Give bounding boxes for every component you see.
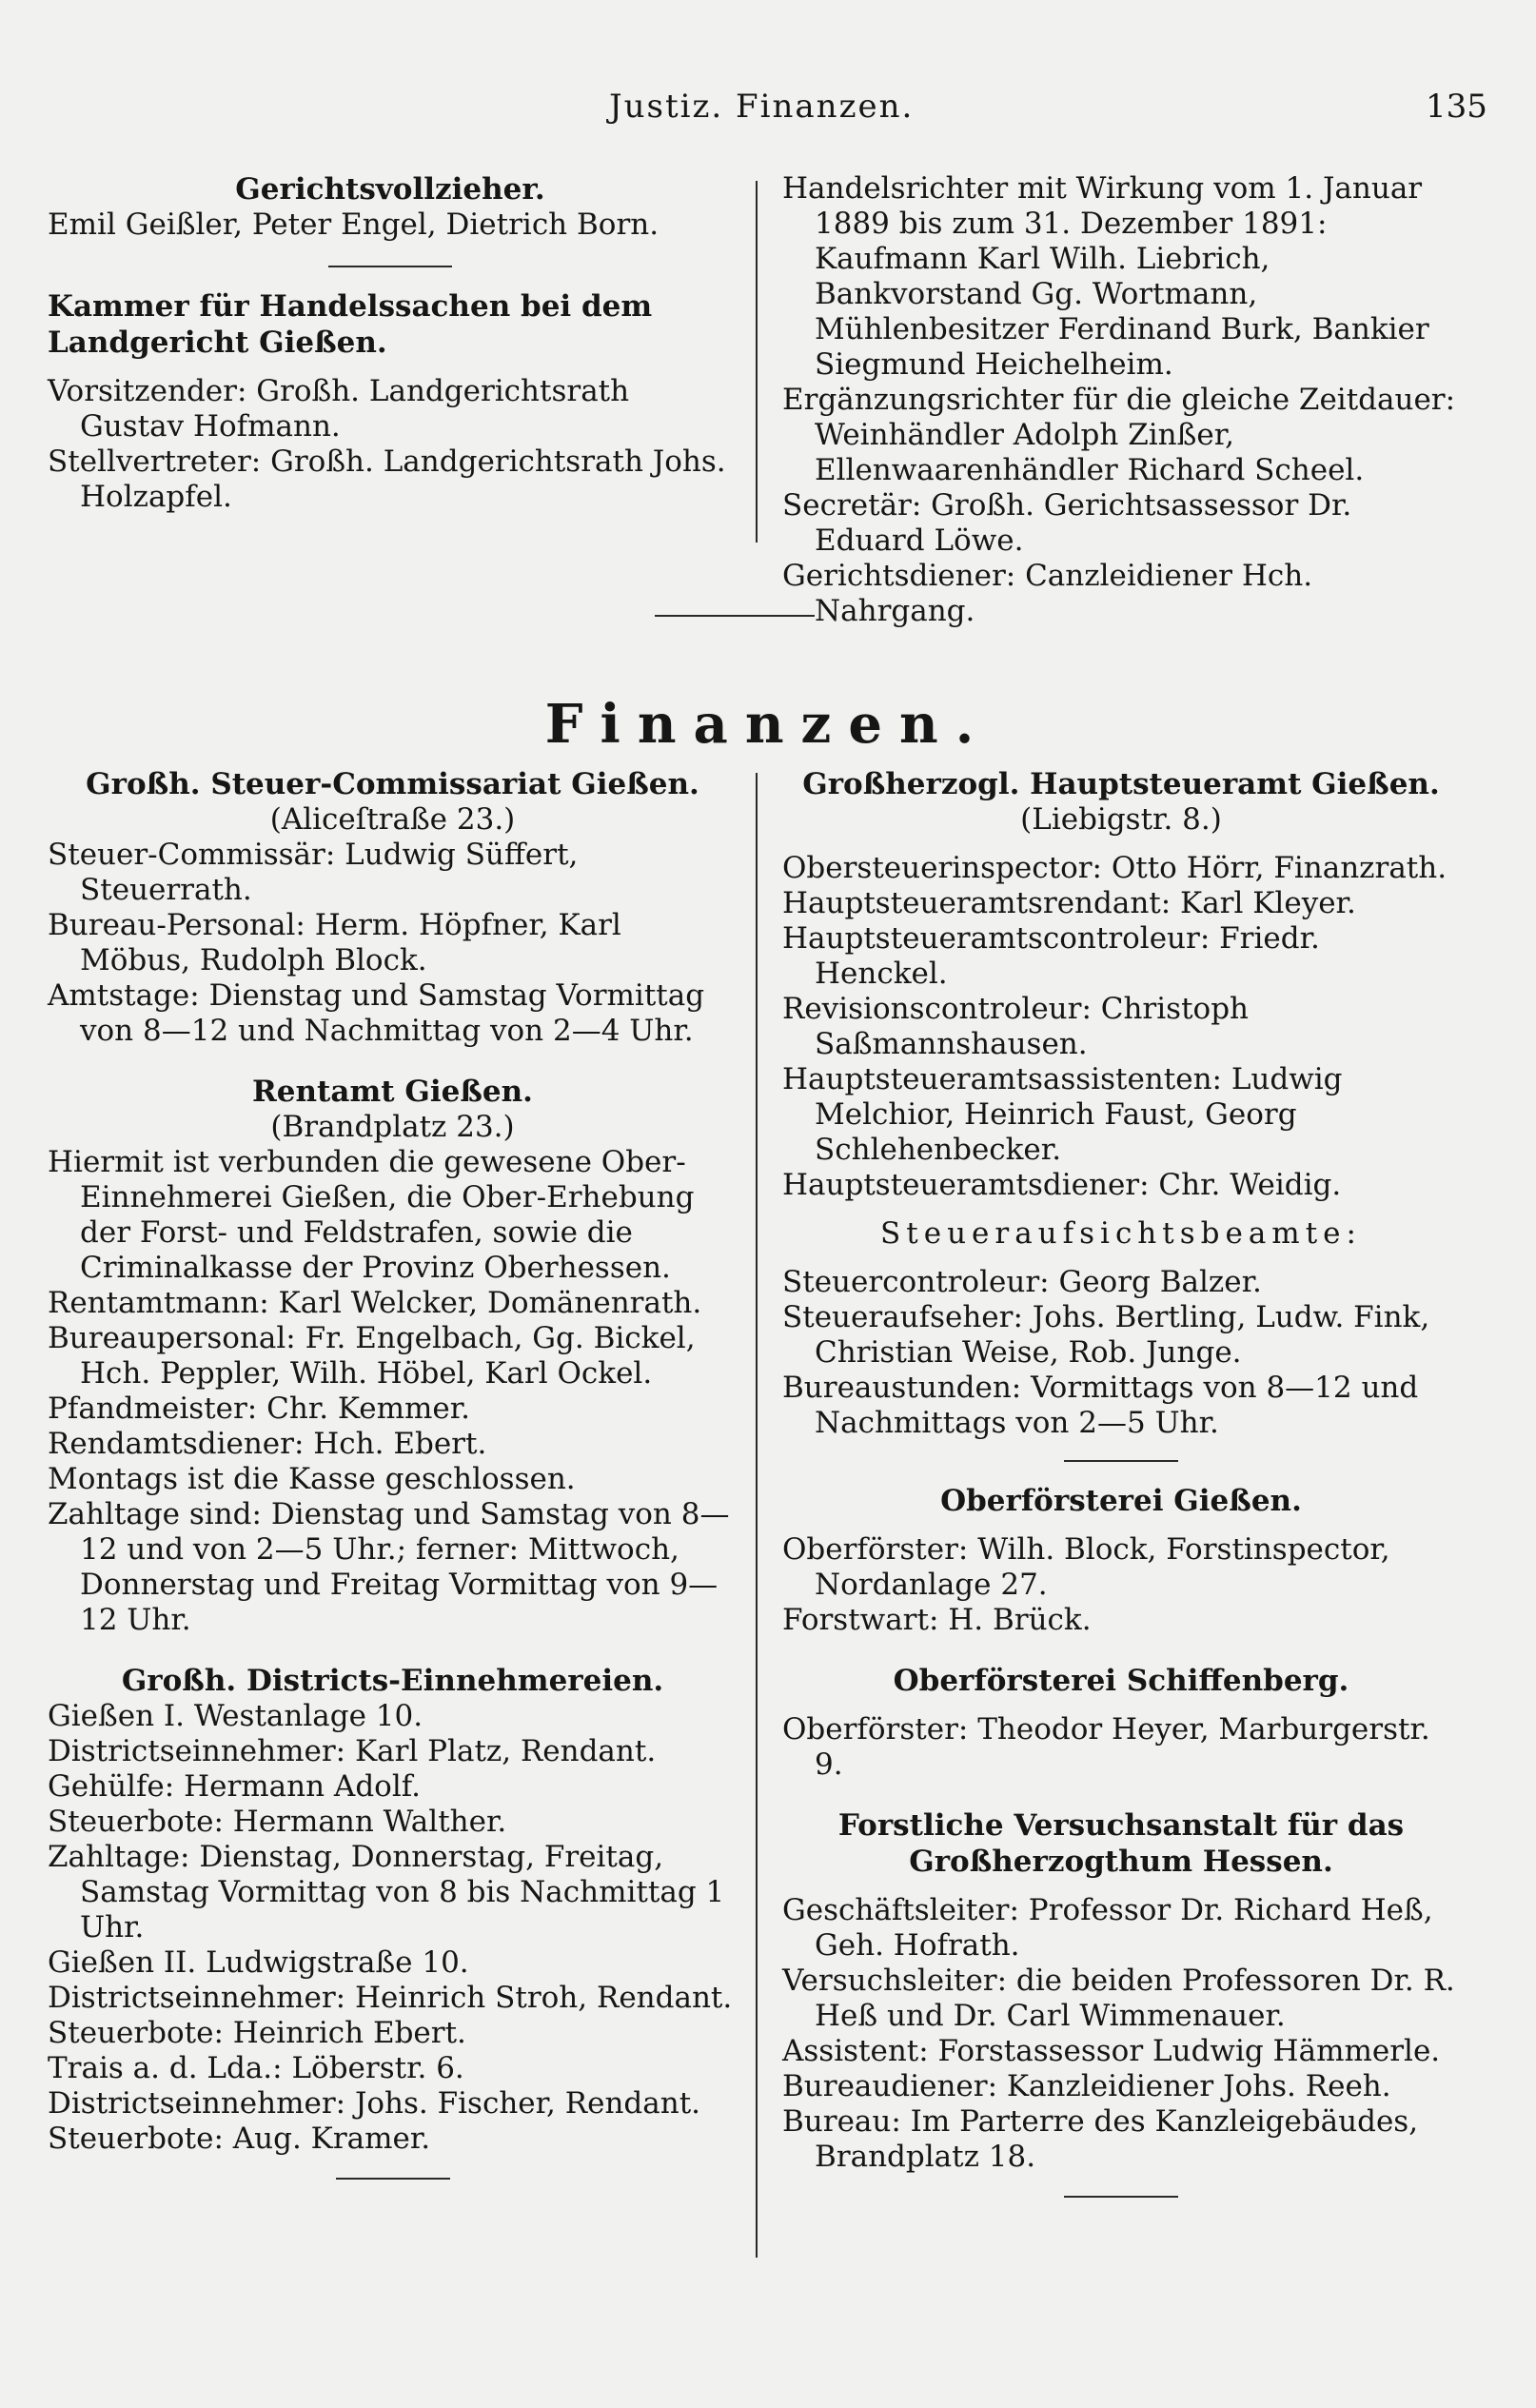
- kammer-line: Stellvertreter: Großh. Landgerichtsrath Johs. Holzapfel.: [48, 444, 726, 514]
- districts-line: Districtseinnehmer: Johs. Fischer, Rendant.: [48, 2086, 701, 2121]
- hauptsteueramt-line: Hauptsteueramtsrendant: Karl Kleyer.: [782, 886, 1356, 920]
- oberfoersterei-giessen-line: Oberförster: Wilh. Block, Forstinspector, Nordanlage 27.: [782, 1532, 1390, 1602]
- justiz-line: Ergänzungsrichter für die gleiche Zeitdauer: Weinhändler Adolph Zinßer, Ellenwaarenhändler Richard Scheel.: [782, 383, 1456, 487]
- upper-column-rule: [756, 181, 758, 543]
- versuchsanstalt-line: Assistent: Forstassessor Ludwig Hämmerle.: [782, 2034, 1441, 2068]
- districts-line: Districtseinnehmer: Karl Platz, Rendant.: [48, 1734, 657, 1768]
- kammer-heading: Kammer für Handelssachen bei dem Landgericht Gießen.: [48, 289, 653, 360]
- hauptsteueramt-heading: Großherzogl. Hauptsteueramt Gießen.: [802, 767, 1440, 801]
- versuchsanstalt-line: Versuchsleiter: die beiden Professoren Dr. R. Heß und Dr. Carl Wimmenauer.: [782, 1964, 1455, 2033]
- page-number: 135: [1426, 88, 1487, 126]
- steuer-line: Bureau-Personal: Herm. Höpfner, Karl Möbus, Rudolph Block.: [48, 908, 621, 977]
- districts-heading: Großh. Districts-Einnehmereien.: [121, 1664, 664, 1698]
- divider: [328, 266, 452, 267]
- hauptsteueramt-line: Revisionscontroleur: Christoph Saßmannshausen.: [782, 992, 1250, 1061]
- hauptsteueramt-line: Obersteuerinspector: Otto Hörr, Finanzrath.: [782, 851, 1447, 885]
- justiz-right-column: [782, 171, 1460, 629]
- districts-line: Gießen II. Ludwigstraße 10.: [48, 1945, 469, 1980]
- divider: [336, 2178, 450, 2180]
- justiz-line: Secretär: Großh. Gerichtsassessor Dr. Eduard Löwe.: [782, 488, 1352, 558]
- steuer-heading: Großh. Steuer-Commissariat Gießen.: [86, 767, 699, 801]
- districts-line: Steuerbote: Hermann Walther.: [48, 1805, 507, 1839]
- oberfoersterei-schiffenberg-heading: Oberförsterei Schiffenberg.: [893, 1664, 1349, 1698]
- aufsicht-line: Steuercontroleur: Georg Balzer.: [782, 1265, 1262, 1299]
- divider: [1064, 2196, 1178, 2198]
- versuchsanstalt-line: Bureaudiener: Kanzleidiener Johs. Reeh.: [782, 2069, 1391, 2103]
- districts-line: Gießen I. Westanlage 10.: [48, 1699, 423, 1733]
- districts-line: Trais a. d. Lda.: Löberstr. 6.: [48, 2051, 464, 2085]
- section-divider: [655, 615, 815, 617]
- rentamt-address: (Brandplatz 23.): [270, 1110, 515, 1144]
- justiz-left-column: [48, 171, 733, 515]
- aufsicht-heading: Steueraufsichtsbeamte:: [880, 1216, 1362, 1251]
- lower-column-rule: [756, 773, 758, 2258]
- section-title: Finanzen.: [544, 693, 992, 756]
- finanzen-right-column: [782, 766, 1460, 2198]
- hauptsteueramt-line: Hauptsteueramtsdiener: Chr. Weidig.: [782, 1168, 1342, 1202]
- divider: [1064, 1460, 1178, 1462]
- districts-line: Gehülfe: Hermann Adolf.: [48, 1769, 421, 1804]
- oberfoersterei-giessen-heading: Oberförsterei Gießen.: [940, 1484, 1302, 1518]
- justiz-line: Handelsrichter mit Wirkung vom 1. Januar 1889 bis zum 31. Dezember 1891: Kaufmann Karl Wilh. Liebrich, Bankvorstand Gg. Wortmann, Mühlenbesitzer Ferdinand Burk, Bankier Siegmund Heichelheim.: [782, 171, 1429, 382]
- running-title: Justiz. Finanzen.: [609, 88, 915, 126]
- steuer-line: Amtstage: Dienstag und Samstag Vormittag von 8—12 und Nachmittag von 2—4 Uhr.: [48, 978, 705, 1048]
- versuchsanstalt-line: Geschäftsleiter: Professor Dr. Richard Heß, Geh. Hofrath.: [782, 1893, 1433, 1963]
- steuer-address: (Aliceſtraße 23.): [269, 802, 516, 837]
- rentamt-line: Rentamtmann: Karl Welcker, Domänenrath.: [48, 1286, 702, 1320]
- finanzen-left-column: [48, 766, 738, 2180]
- gerichtsvollzieher-heading: Gerichtsvollzieher.: [235, 172, 545, 207]
- rentamt-line: Montags ist die Kasse geschlossen.: [48, 1462, 576, 1496]
- districts-line: Steuerbote: Aug. Kramer.: [48, 2122, 431, 2156]
- aufsicht-line: Bureaustunden: Vormittags von 8—12 und Nachmittags von 2—5 Uhr.: [782, 1371, 1419, 1440]
- oberfoersterei-giessen-line: Forstwart: H. Brück.: [782, 1603, 1092, 1637]
- gerichtsvollzieher-text: Emil Geißler, Peter Engel, Dietrich Born.: [48, 207, 660, 242]
- hauptsteueramt-address: (Liebigstr. 8.): [1020, 802, 1222, 837]
- districts-line: Districtseinnehmer: Heinrich Stroh, Rendant.: [48, 1981, 733, 2015]
- rentamt-line: Pfandmeister: Chr. Kemmer.: [48, 1392, 470, 1426]
- rentamt-line: Zahltage sind: Dienstag und Samstag von 8—12 und von 2—5 Uhr.; ferner: Mittwoch, Donnerstag und Freitag Vormittag von 9—12 Uhr.: [48, 1497, 730, 1637]
- hauptsteueramt-line: Hauptsteueramtscontroleur: Friedr. Henckel.: [782, 921, 1320, 991]
- versuchsanstalt-heading: Forstliche Versuchsanstalt für das Großherzogthum Hessen.: [837, 1808, 1405, 1879]
- districts-line: Steuerbote: Heinrich Ebert.: [48, 2016, 466, 2050]
- steuer-line: Steuer-Commissär: Ludwig Süffert, Steuerrath.: [48, 838, 579, 907]
- districts-line: Zahltage: Dienstag, Donnerstag, Freitag, Samstag Vormittag von 8 bis Nachmittag 1 Uhr.: [48, 1840, 725, 1944]
- rentamt-heading: Rentamt Gießen.: [252, 1075, 533, 1109]
- rentamt-line: Rendamtsdiener: Hch. Ebert.: [48, 1427, 487, 1461]
- aufsicht-line: Steueraufseher: Johs. Bertling, Ludw. Fink, Christian Weise, Rob. Junge.: [782, 1300, 1430, 1370]
- kammer-line: Vorsitzender: Großh. Landgerichtsrath Gustav Hofmann.: [48, 374, 630, 444]
- versuchsanstalt-line: Bureau: Im Parterre des Kanzleigebäudes, Brandplatz 18.: [782, 2104, 1419, 2174]
- oberfoersterei-schiffenberg-line: Oberförster: Theodor Heyer, Marburgerstr. 9.: [782, 1712, 1430, 1782]
- rentamt-line: Hiermit ist verbunden die gewesene Ober-Einnehmerei Gießen, die Ober-Erhebung der Forst- und Feldstrafen, sowie die Criminalkasse der Provinz Oberhessen.: [48, 1145, 695, 1285]
- justiz-line: Gerichtsdiener: Canzleidiener Hch. Nahrgang.: [782, 559, 1313, 628]
- rentamt-line: Bureaupersonal: Fr. Engelbach, Gg. Bickel, Hch. Peppler, Wilh. Höbel, Karl Ockel.: [48, 1321, 696, 1391]
- hauptsteueramt-line: Hauptsteueramtsassistenten: Ludwig Melchior, Heinrich Faust, Georg Schlehenbecker.: [782, 1062, 1343, 1167]
